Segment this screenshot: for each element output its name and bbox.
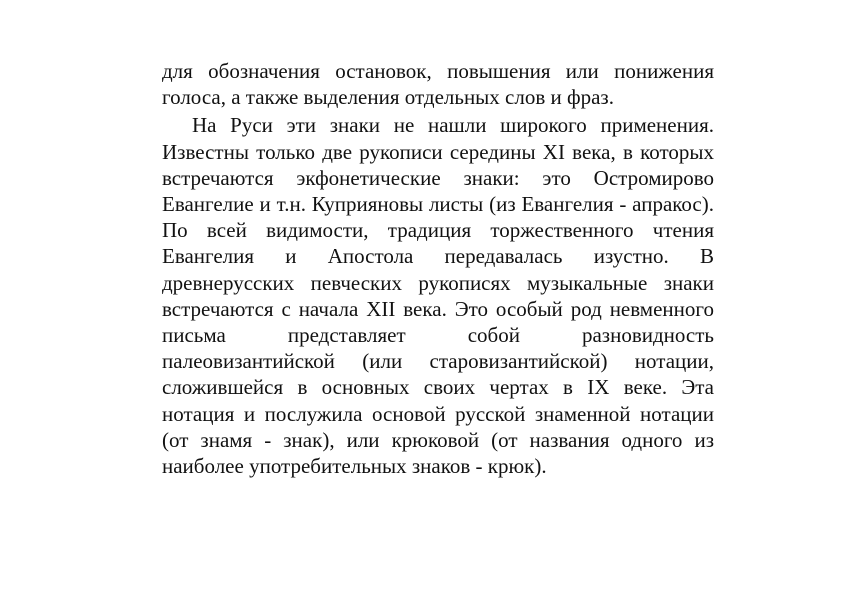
paragraph-continuation: для обозначения остановок, повышения или понижения голоса, а также выделения отдельных слов и фраз. <box>162 59 714 110</box>
text-block <box>162 58 714 479</box>
paragraph-main: На Руси эти знаки не нашли широкого применения. Известны только две рукописи середины XI века, в которых встречаются экфонетические знаки: это Остромирово Евангелие и т.н. Куприяновы листы (из Евангелия - апракос). По всей видимости, традиция торжественного чтения Евангелия и Апостола передавалась изустно. В древнерусских певческих рукописях музыкальные знаки встречаются с начала XII века. Это особый род невменного письма представляет собой разновидность палеовизантийской (или старовизантийской) нотации, сложившейся в основных своих чертах в IX веке. Эта нотация и послужила основой русской знаменной нотации (от знамя - знак), или крюковой (от названия одного из наиболее употребительных знаков - крюк). <box>162 113 714 479</box>
